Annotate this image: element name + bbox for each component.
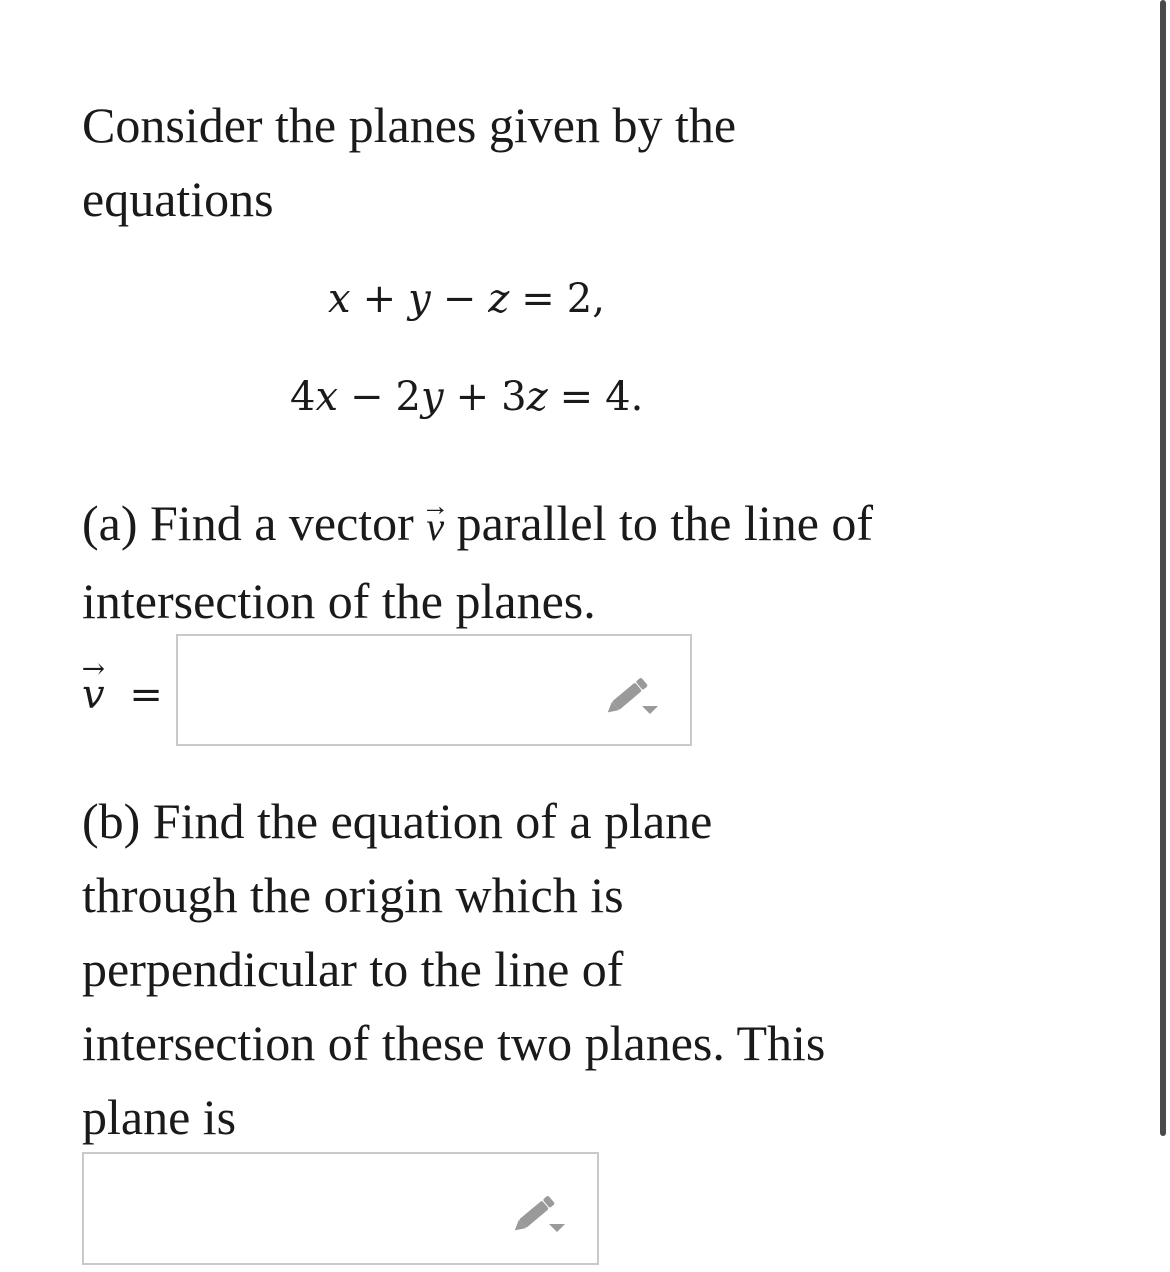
eq2-coef-x: 4 bbox=[290, 374, 316, 420]
eq2-z: z bbox=[526, 374, 548, 420]
eq1-op2: − bbox=[442, 276, 477, 322]
part-a-answer-input[interactable] bbox=[176, 634, 692, 746]
eq1-op1: + bbox=[362, 276, 397, 322]
pencil-dropdown-icon[interactable] bbox=[606, 674, 662, 718]
part-b-prompt: (b) Find the equation of a plane through the origin which is perpendicular to the line of intersection of these two planes. This plane is bbox=[82, 793, 826, 1145]
pencil-dropdown-icon[interactable] bbox=[513, 1192, 569, 1236]
vertical-scrollbar[interactable] bbox=[1160, 0, 1166, 1136]
part-a-answer-label bbox=[82, 672, 175, 718]
part-a-suffix: parallel to the line of intersection of the planes. bbox=[82, 495, 874, 629]
eq2-op1: − bbox=[350, 374, 384, 420]
eq2-equals: = bbox=[559, 374, 594, 420]
eq1-z: z bbox=[488, 276, 510, 322]
eq2-coef-z: 3 bbox=[501, 374, 527, 420]
answer-vector-symbol: → v bbox=[82, 672, 105, 718]
part-a-prompt bbox=[82, 486, 912, 638]
eq2-op2: + bbox=[455, 374, 490, 420]
eq1-rhs: 2, bbox=[566, 276, 605, 322]
eq2-y: y bbox=[420, 374, 444, 420]
intro-text: Consider the planes given by the equations bbox=[82, 97, 737, 227]
eq1-x: x bbox=[328, 276, 351, 322]
equation-2 bbox=[290, 374, 643, 420]
eq1-equals: = bbox=[521, 276, 555, 322]
eq2-coef-y: 2 bbox=[395, 374, 421, 420]
vector-v-symbol: → v bbox=[426, 490, 444, 564]
eq2-x: x bbox=[315, 374, 339, 420]
eq1-y: y bbox=[408, 276, 431, 322]
answer-equals: = bbox=[129, 672, 163, 718]
eq2-rhs: 4. bbox=[605, 374, 644, 420]
part-a-answer-row bbox=[82, 634, 702, 746]
question-content bbox=[82, 88, 922, 1145]
equation-1 bbox=[328, 276, 605, 322]
part-b-answer-input[interactable] bbox=[82, 1152, 599, 1265]
part-a-prefix: (a) Find a vector bbox=[82, 495, 414, 551]
